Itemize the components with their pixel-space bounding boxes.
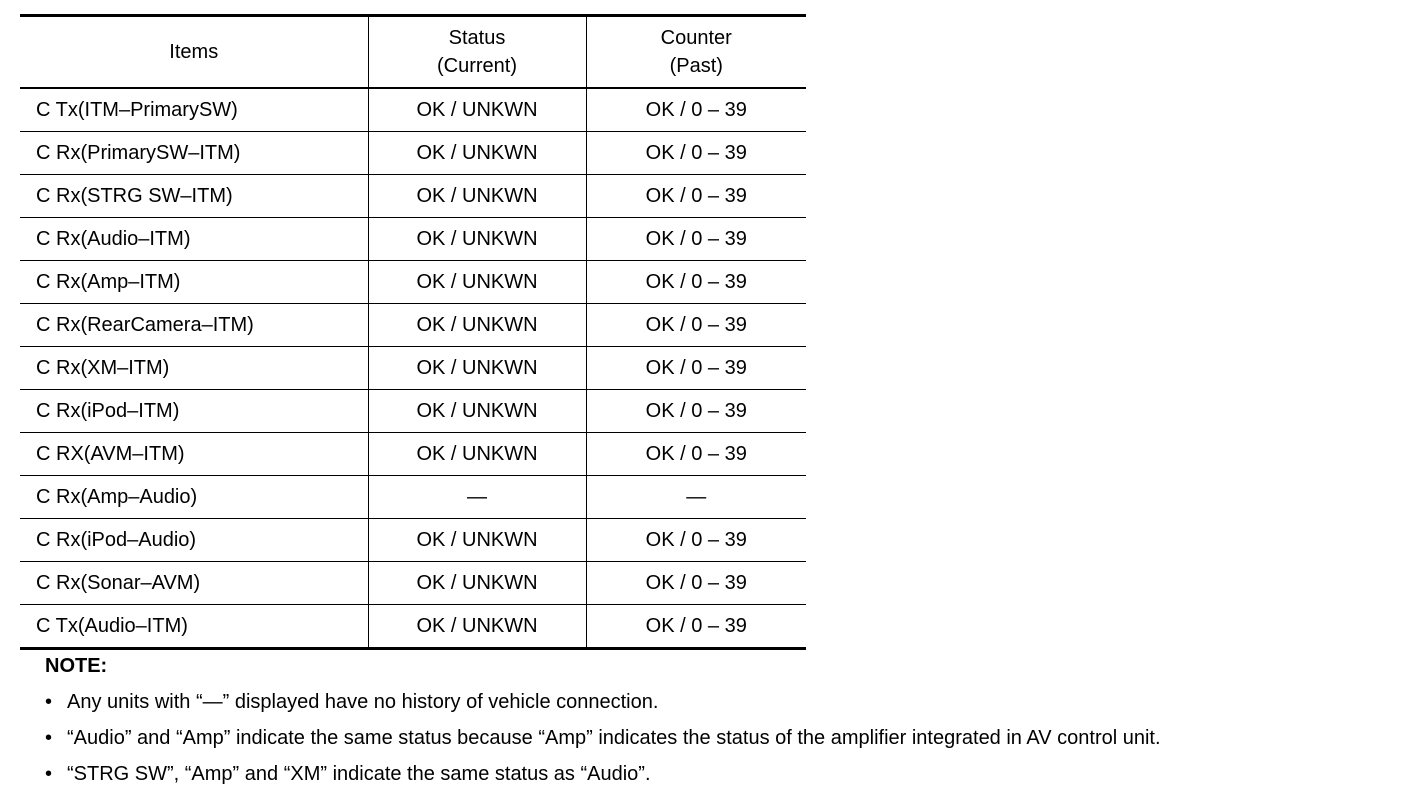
bullet-icon: • (45, 691, 53, 713)
counter-cell: OK / 0 – 39 (586, 175, 806, 218)
note-item (45, 720, 1161, 756)
status-cell: OK / UNKWN (368, 519, 586, 562)
table-row (20, 605, 806, 649)
counter-cell: OK / 0 – 39 (586, 132, 806, 175)
status-cell: OK / UNKWN (368, 562, 586, 605)
note-section (45, 652, 1161, 792)
note-title: NOTE: (45, 655, 108, 677)
note-item (45, 756, 1161, 792)
counter-cell: OK / 0 – 39 (586, 347, 806, 390)
item-cell: C RX(AVM–ITM) (20, 433, 368, 476)
table-row (20, 390, 806, 433)
item-cell: C Rx(Amp–Audio) (20, 476, 368, 519)
counter-cell: OK / 0 – 39 (586, 218, 806, 261)
item-cell: C Rx(Audio–ITM) (20, 218, 368, 261)
table-row (20, 562, 806, 605)
table-row (20, 433, 806, 476)
header-counter-sublabel: (Past) (669, 55, 723, 77)
item-cell: C Rx(PrimarySW–ITM) (20, 132, 368, 175)
counter-cell: OK / 0 – 39 (586, 304, 806, 347)
counter-cell: — (586, 476, 806, 519)
item-cell: C Rx(Sonar–AVM) (20, 562, 368, 605)
status-cell: OK / UNKWN (368, 88, 586, 132)
table-row (20, 476, 806, 519)
note-list (45, 684, 1161, 792)
item-cell: C Rx(iPod–ITM) (20, 390, 368, 433)
header-status-sublabel: (Current) (436, 55, 517, 77)
item-cell: C Rx(RearCamera–ITM) (20, 304, 368, 347)
counter-cell: OK / 0 – 39 (586, 562, 806, 605)
status-cell: OK / UNKWN (368, 390, 586, 433)
counter-cell: OK / 0 – 39 (586, 390, 806, 433)
counter-cell: OK / 0 – 39 (586, 519, 806, 562)
communication-status-table (20, 14, 806, 650)
status-cell: OK / UNKWN (368, 347, 586, 390)
header-counter (586, 16, 806, 89)
note-text: “STRG SW”, “Amp” and “XM” indicate the same status as “Audio”. (67, 763, 651, 785)
status-cell: OK / UNKWN (368, 175, 586, 218)
table-row (20, 132, 806, 175)
status-cell: OK / UNKWN (368, 261, 586, 304)
note-text: Any units with “—” displayed have no history of vehicle connection. (67, 691, 659, 713)
status-cell: — (368, 476, 586, 519)
header-status (368, 16, 586, 89)
header-counter-label: Counter (660, 27, 732, 49)
table-row (20, 304, 806, 347)
note-text: “Audio” and “Amp” indicate the same status because “Amp” indicates the status of the amplifier integrated in AV control unit. (67, 727, 1161, 749)
item-cell: C Rx(XM–ITM) (20, 347, 368, 390)
header-items (20, 16, 368, 89)
status-cell: OK / UNKWN (368, 132, 586, 175)
table-row (20, 347, 806, 390)
table-row (20, 519, 806, 562)
header-items-label: Items (169, 41, 219, 63)
counter-cell: OK / 0 – 39 (586, 88, 806, 132)
note-item (45, 684, 1161, 720)
item-cell: C Rx(Amp–ITM) (20, 261, 368, 304)
item-cell: C Tx(Audio–ITM) (36, 615, 188, 637)
table-row (20, 175, 806, 218)
table-row (20, 261, 806, 304)
table-row (20, 88, 806, 132)
counter-cell: OK / 0 – 39 (586, 605, 806, 649)
counter-cell: OK / 0 – 39 (586, 261, 806, 304)
item-cell: C Rx(STRG SW–ITM) (20, 175, 368, 218)
table-header-row (20, 16, 806, 89)
counter-cell: OK / 0 – 39 (586, 433, 806, 476)
status-cell: OK / UNKWN (368, 433, 586, 476)
table-row (20, 218, 806, 261)
bullet-icon: • (45, 763, 53, 785)
bullet-icon: • (45, 727, 53, 749)
item-cell: C Tx(ITM–PrimarySW) (20, 88, 368, 132)
status-cell: OK / UNKWN (368, 605, 586, 649)
status-cell: OK / UNKWN (368, 304, 586, 347)
item-cell: C Rx(iPod–Audio) (20, 519, 368, 562)
header-status-label: Status (448, 27, 506, 49)
status-cell: OK / UNKWN (368, 218, 586, 261)
